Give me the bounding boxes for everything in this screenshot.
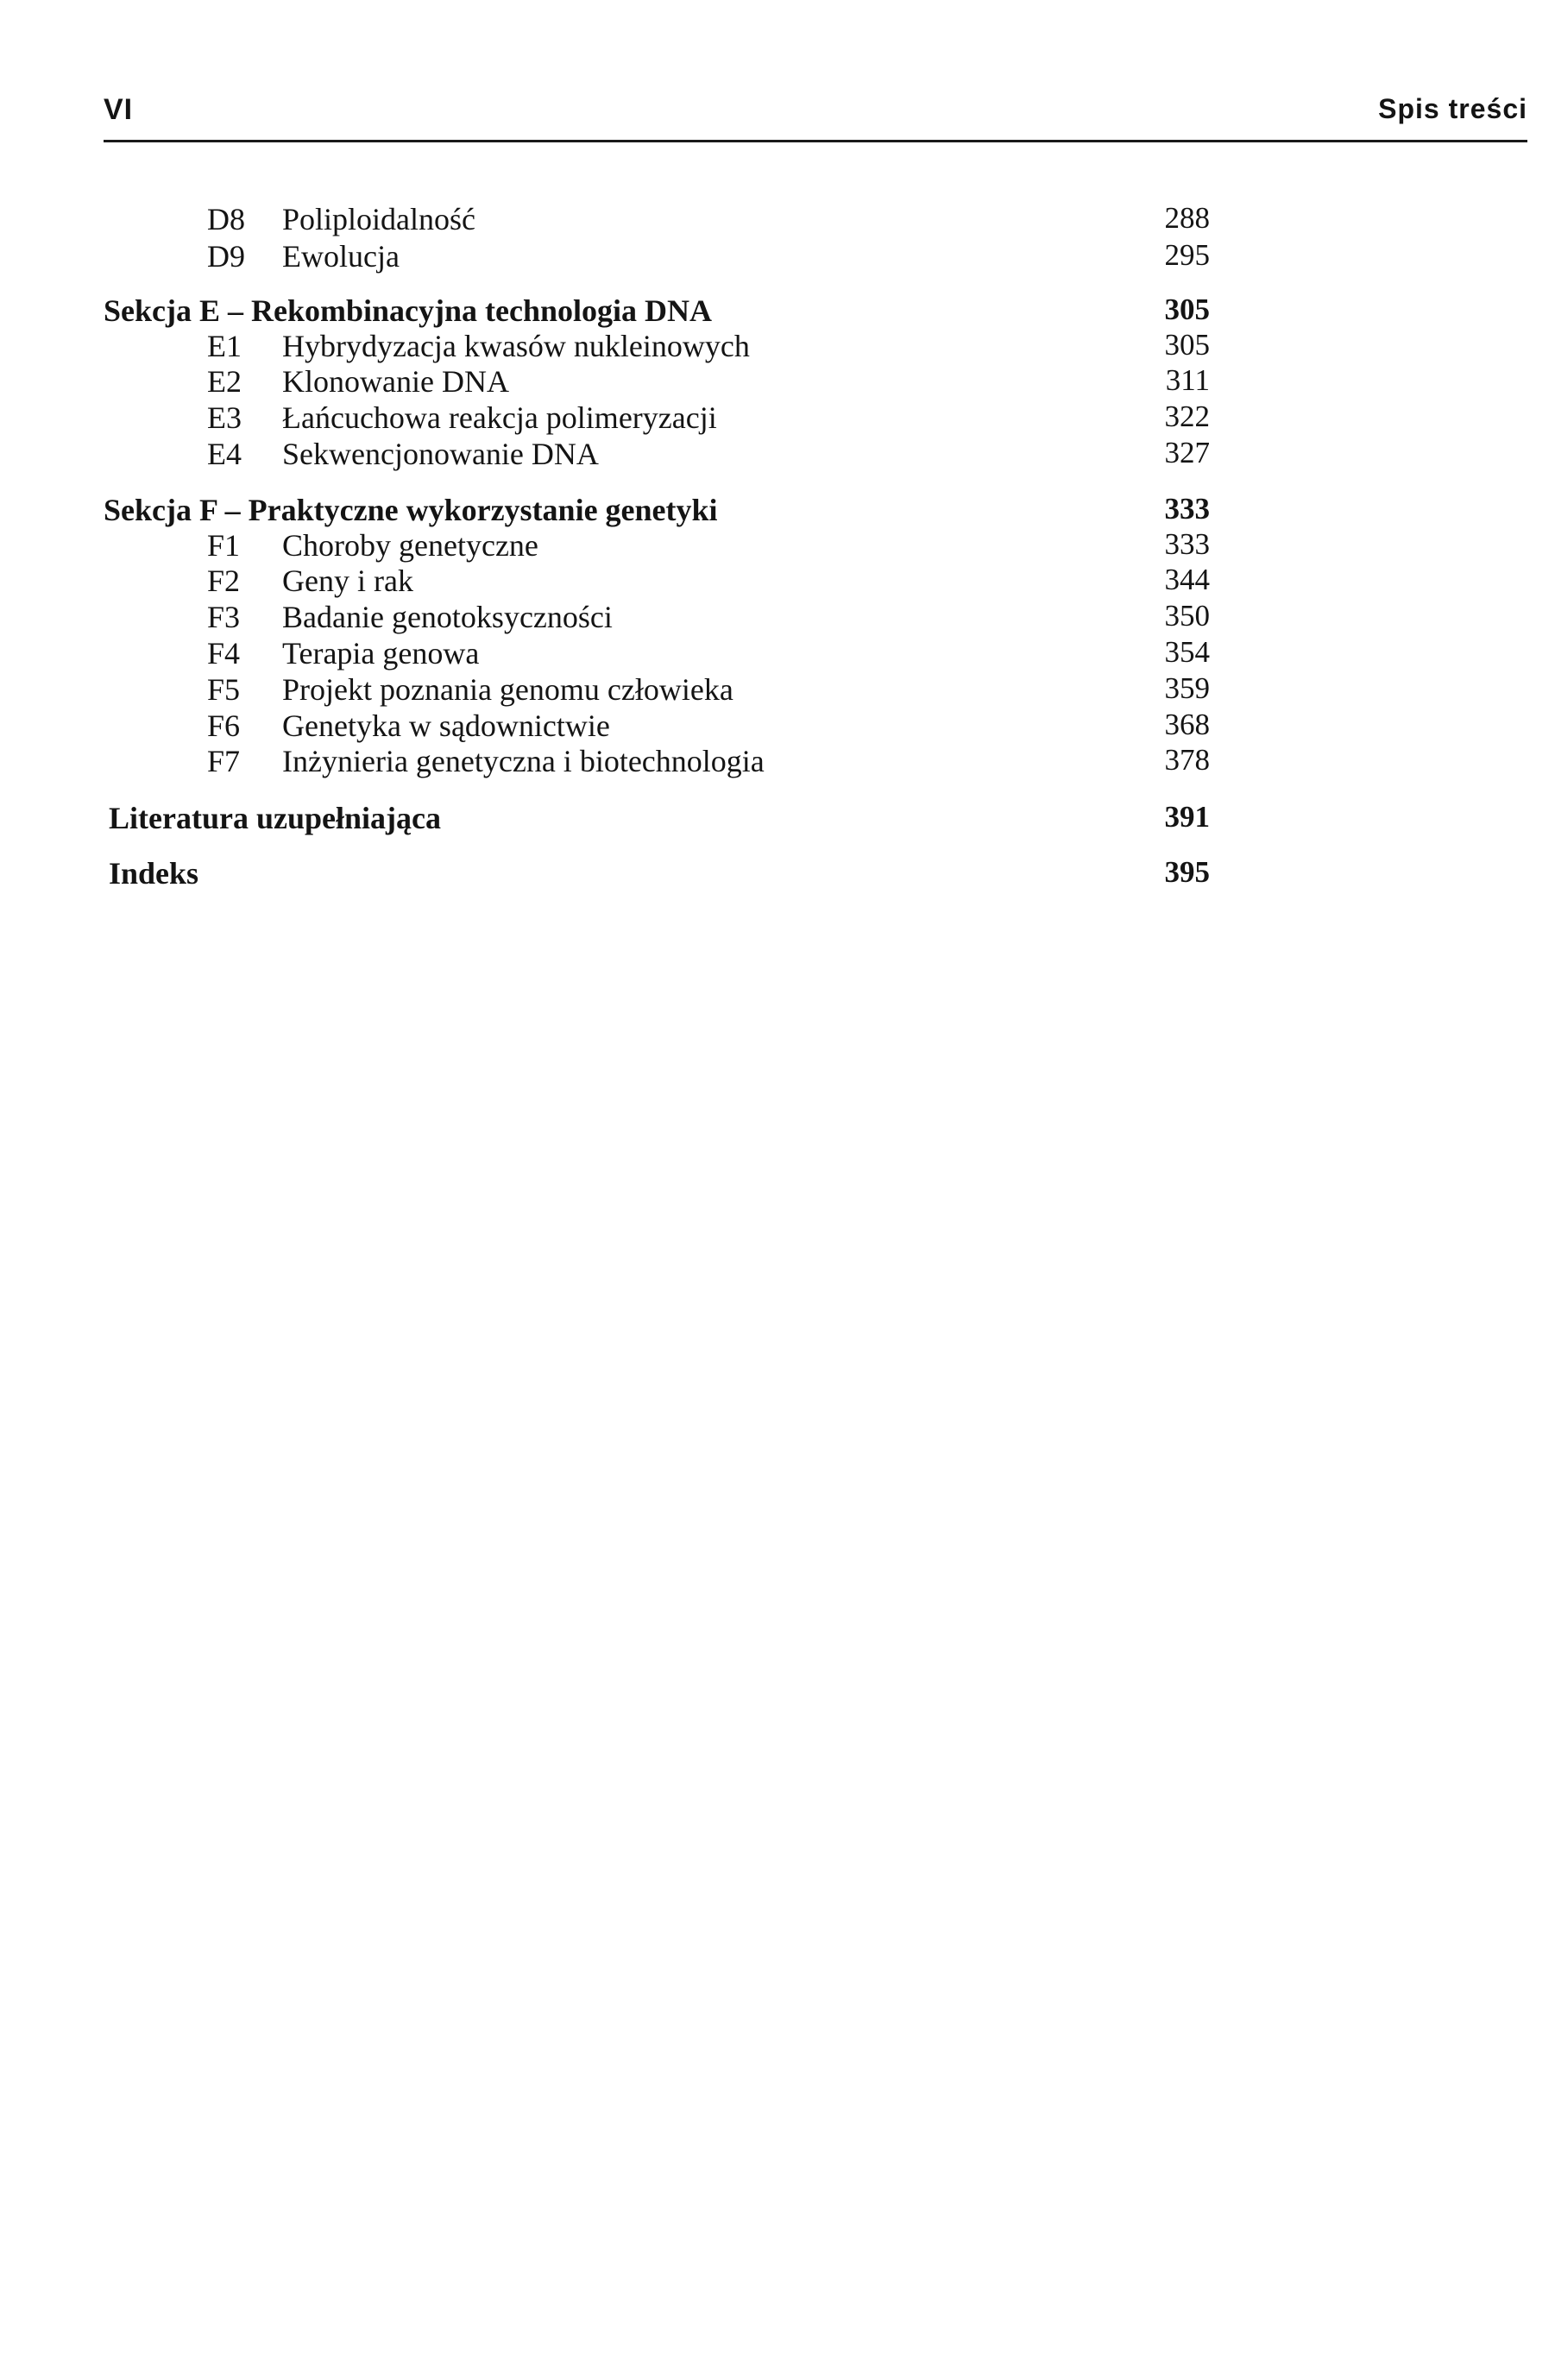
toc-entry-f4 <box>0 635 1555 671</box>
toc-entry-page: 359 <box>1164 671 1210 705</box>
toc-entry-title: Genetyka w sądownictwie <box>282 708 610 743</box>
toc-entry-page: 368 <box>1164 708 1210 741</box>
toc-entry-code: E4 <box>207 437 242 471</box>
toc-entry-title: Badanie genotoksyczności <box>282 600 613 634</box>
toc-section-heading-f <box>0 492 1555 528</box>
toc-entry-code: F2 <box>207 564 241 598</box>
toc-entry-code: D8 <box>207 202 245 236</box>
toc-entry-code: E1 <box>207 329 242 363</box>
toc-entry-title: Inżynieria genetyczna i biotechnologia <box>282 744 765 778</box>
toc-entry-index <box>0 855 1555 891</box>
toc-entry-f1 <box>0 527 1555 564</box>
toc-entry-title: Geny i rak <box>282 564 413 598</box>
toc-entry-f5 <box>0 671 1555 708</box>
toc-entry-page: 288 <box>1164 201 1210 235</box>
toc-section-title: Sekcja E – Rekombinacyjna technologia DNA <box>104 293 713 328</box>
toc-entry-f2 <box>0 563 1555 599</box>
toc-entry-page: 322 <box>1164 400 1210 433</box>
toc-entry-page: 378 <box>1164 743 1210 777</box>
toc-entry-e2 <box>0 363 1555 400</box>
toc-entry-d9 <box>0 238 1555 274</box>
toc-entry-page: 333 <box>1164 527 1210 561</box>
toc-entry-code: E3 <box>207 400 242 435</box>
toc-entry-title: Choroby genetyczne <box>282 528 538 563</box>
toc-entry-page: 395 <box>1164 855 1210 889</box>
toc-entry-code: F1 <box>207 528 241 563</box>
toc-entry-title: Ewolucja <box>282 239 400 274</box>
toc-entry-page: 391 <box>1164 800 1210 834</box>
toc-entry-page: 344 <box>1164 563 1210 596</box>
toc-entry-further-reading <box>0 800 1555 836</box>
toc-entry-d8 <box>0 201 1555 237</box>
toc-entry-code: F6 <box>207 708 241 743</box>
toc-section-title: Sekcja F – Praktyczne wykorzystanie genetyki <box>104 493 718 527</box>
toc-entry-title: Indeks <box>109 856 199 891</box>
toc-entry-page: 327 <box>1164 436 1210 469</box>
toc-section-page: 333 <box>1164 492 1210 526</box>
toc-entry-page: 305 <box>1164 328 1210 362</box>
running-title: Spis treści <box>1378 93 1527 124</box>
toc-entry-code: E2 <box>207 364 242 399</box>
toc-entry-title: Klonowanie DNA <box>282 364 509 399</box>
toc-entry-page: 350 <box>1164 599 1210 633</box>
page-header <box>104 93 1527 142</box>
toc-entry-code: F3 <box>207 600 241 634</box>
toc-entry-title: Projekt poznania genomu człowieka <box>282 672 733 707</box>
toc-entry-code: F5 <box>207 672 241 707</box>
page-number: VI <box>104 93 134 126</box>
toc-entry-title: Sekwencjonowanie DNA <box>282 437 599 471</box>
toc-entry-code: D9 <box>207 239 245 274</box>
toc-entry-code: F4 <box>207 636 241 671</box>
toc-entry-page: 354 <box>1164 635 1210 669</box>
toc-entry-page: 295 <box>1164 238 1210 272</box>
toc-entry-title: Literatura uzupełniająca <box>109 801 441 835</box>
toc-entry-title: Łańcuchowa reakcja polimeryzacji <box>282 400 717 435</box>
toc-entry-f3 <box>0 599 1555 635</box>
toc-entry-e1 <box>0 328 1555 364</box>
toc-entry-page: 311 <box>1165 363 1210 397</box>
toc-entry-code: F7 <box>207 744 241 778</box>
toc-entry-e4 <box>0 436 1555 472</box>
toc-entry-f7 <box>0 743 1555 779</box>
toc-entry-f6 <box>0 708 1555 744</box>
toc-entry-e3 <box>0 400 1555 436</box>
toc-section-heading-e <box>0 293 1555 329</box>
toc-section-page: 305 <box>1164 293 1210 326</box>
toc-entry-title: Hybrydyzacja kwasów nukleinowych <box>282 329 750 363</box>
toc-entry-title: Terapia genowa <box>282 636 480 671</box>
toc-entry-title: Poliploidalność <box>282 202 475 236</box>
